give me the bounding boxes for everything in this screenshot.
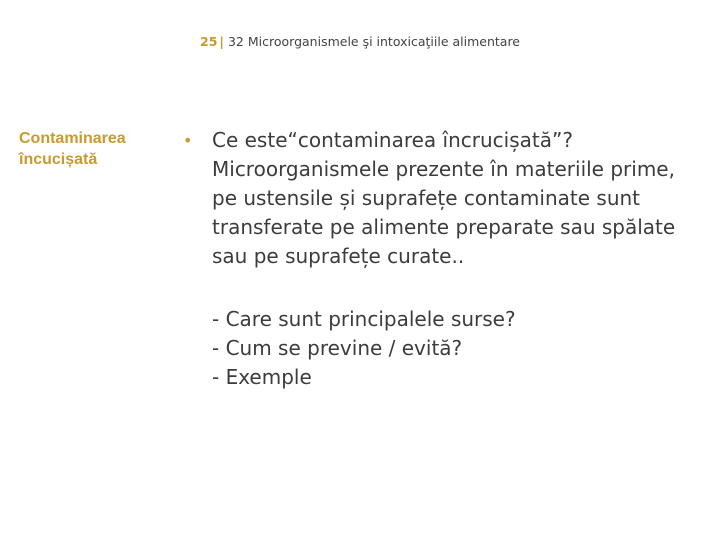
page-number: 25 bbox=[200, 34, 218, 49]
question-text: Ce este“contaminarea încrucișată”? bbox=[212, 128, 573, 152]
bullet-point bbox=[183, 126, 703, 271]
slide-section-title bbox=[19, 128, 169, 170]
definition-text: Microorganismele prezente în materiile prime, pe ustensile și suprafețe contaminate sunt transferate pe alimente preparate sau spălate sau pe suprafețe curate.. bbox=[212, 157, 676, 268]
header-separator: | bbox=[219, 34, 224, 49]
section-title-line-2: încucișată bbox=[19, 151, 98, 168]
bullet-text bbox=[212, 126, 703, 271]
list-item: - Exemple bbox=[212, 365, 312, 389]
list-item: - Care sunt principalele surse? bbox=[212, 307, 516, 331]
slide-body bbox=[183, 126, 703, 392]
bullet-icon: • bbox=[183, 131, 193, 150]
page-header bbox=[0, 33, 720, 51]
document-title: 32 Microorganismele şi intoxicaţiile alimentare bbox=[227, 34, 520, 49]
section-title-line-1: Contaminarea bbox=[19, 130, 126, 147]
question-list bbox=[212, 305, 703, 392]
list-item: - Cum se previne / evită? bbox=[212, 336, 463, 360]
spacer bbox=[183, 271, 703, 305]
